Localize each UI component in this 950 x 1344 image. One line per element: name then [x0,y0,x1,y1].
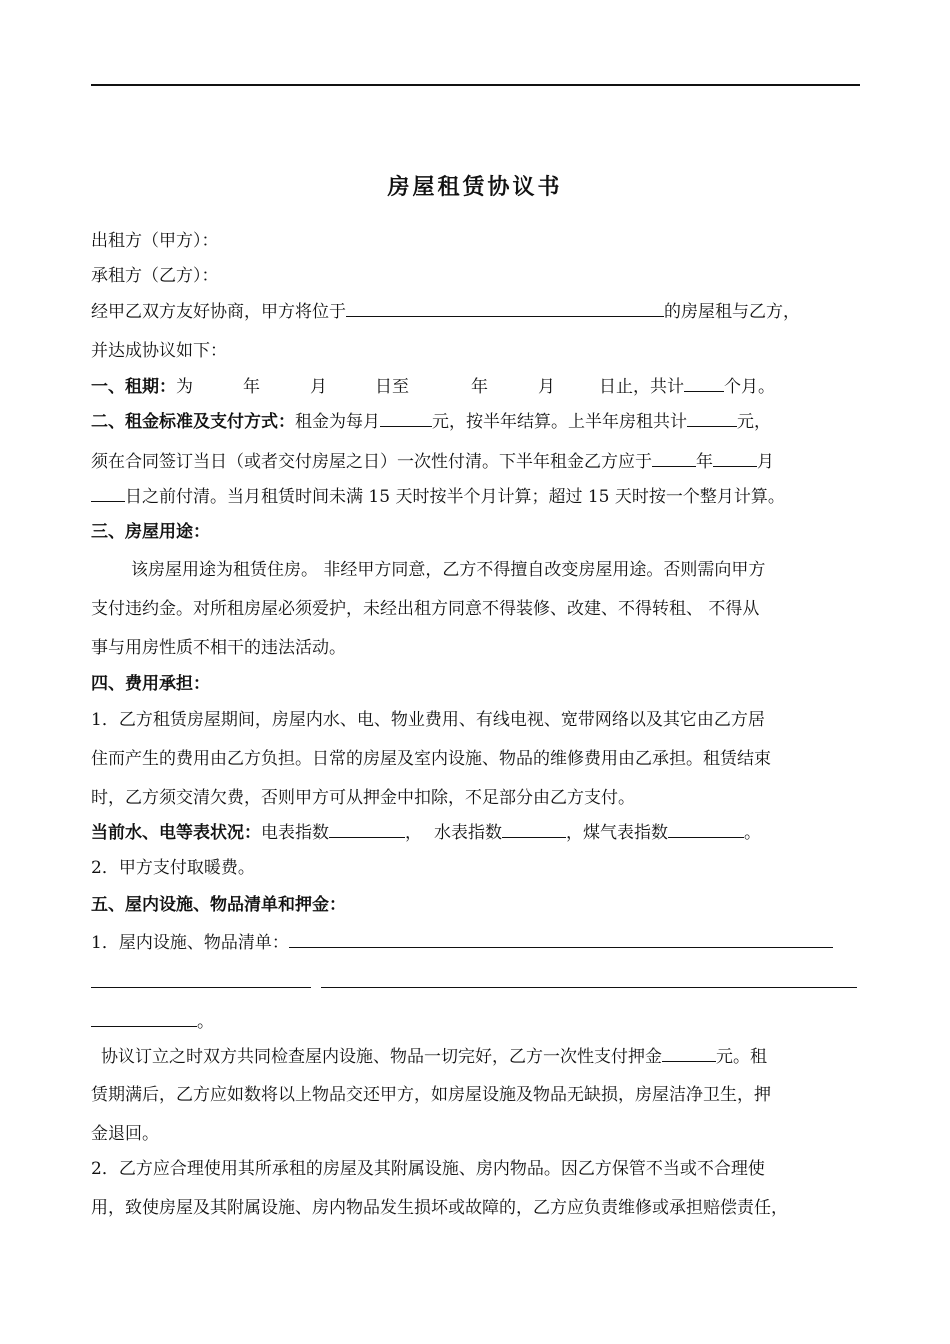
deposit-line: 金退回。 [91,1124,159,1144]
fees-item: 1．乙方租赁房屋期间，房屋内水、电、物业费用、有线电视、宽带网络以及其它由乙方居 [91,710,765,730]
intro-text: 经甲乙双方友好协商，甲方将位于 [91,302,346,322]
section-heading: 四、费用承担： [91,674,210,694]
meter-status-line: 当前水、电等表状况：电表指数 ， 水表指数 ，煤气表指数 。 [91,820,861,845]
section-heading: 三、房屋用途： [91,522,210,542]
electric-meter-blank[interactable] [329,820,405,838]
section-heading: 五、屋内设施、物品清单和押金： [91,895,346,915]
inventory-line [91,930,861,955]
fees-item: 2．甲方支付取暖费。 [91,858,255,878]
usage-paragraph: 支付违约金。对所租房屋必须爱护，未经出租方同意不得装修、改建、不得转租、 不得从 [91,599,760,619]
intro-line [91,299,861,324]
usage-paragraph: 该房屋用途为租赁住房。 非经甲方同意，乙方不得擅自改变房屋用途。否则需向甲方 [131,560,766,580]
meter-text: 。 [744,823,761,843]
lessor-line: 出租方（甲方）： [91,231,219,251]
inventory-line-3 [91,1009,861,1034]
meter-text: 电表指数 [261,823,329,843]
rent-line-3 [91,484,861,509]
term-text: 月 [538,377,555,397]
term-text: 月 [310,377,327,397]
meter-heading: 当前水、电等表状况： [91,823,261,843]
intro-line-2: 并达成协议如下： [91,341,227,361]
fees-item: 住而产生的费用由乙方负担。日常的房屋及室内设施、物品的维修费用由乙承担。租赁结束 [91,749,771,769]
usage-paragraph: 事与用房性质不相干的违法活动。 [91,638,346,658]
fees-item: 时，乙方须交清欠费，否则甲方可从押金中扣除，不足部分由乙方支付。 [91,788,635,808]
header-rule [91,84,860,86]
term-text: 个月。 [724,377,775,397]
rent-text: 元， [737,412,771,432]
inventory-blank[interactable] [289,930,833,948]
rent-line-2 [91,449,861,474]
deposit-line [101,1044,861,1069]
deposit-text: 协议订立之时双方共同检查屋内设施、物品一切完好，乙方一次性支付押金 [101,1047,662,1067]
rent-text: 年 [696,452,713,472]
inventory-line-2 [91,970,861,995]
gas-meter-blank[interactable] [668,820,744,838]
intro-text-2: 的房屋租与乙方， [664,302,800,322]
inventory-blank[interactable] [321,970,857,988]
day-blank[interactable] [91,484,125,502]
inventory-end: 。 [197,1012,214,1032]
term-text: 日至 [375,377,409,397]
document-title: 房屋租赁协议书 [387,174,563,200]
lessee-line: 承租方（乙方）： [91,266,219,286]
term-text: 日止，共计 [599,377,684,397]
rent-text: 日之前付清。当月租赁时间未满 15 天时按半个月计算；超过 15 天时按一个整月计算。 [125,487,785,507]
section-term [91,374,861,399]
term-text: 为 [176,377,193,397]
year-blank[interactable] [652,449,696,467]
meter-text: 水表指数 [434,823,502,843]
address-blank[interactable] [346,299,664,317]
section-heading: 一、租期： [91,377,176,397]
rent-text: 元，按半年结算。上半年房租共计 [432,412,687,432]
term-text: 年 [471,377,488,397]
care-item: 用，致使房屋及其附属设施、房内物品发生损坏或故障的，乙方应负责维修或承担赔偿责任， [91,1198,788,1218]
term-text: 年 [243,377,260,397]
rent-text: 须在合同签订当日（或者交付房屋之日）一次性付清。下半年租金乙方应于 [91,452,652,472]
deposit-line: 赁期满后，乙方应如数将以上物品交还甲方，如房屋设施及物品无缺损，房屋洁净卫生，押 [91,1085,771,1105]
meter-text: ，煤气表指数 [566,823,668,843]
section-rent [91,409,861,434]
inventory-blank[interactable] [91,1009,197,1027]
rent-text: 租金为每月 [295,412,380,432]
section-heading: 二、租金标准及支付方式： [91,412,295,432]
months-blank[interactable] [684,374,724,392]
rent-text: 月 [757,452,774,472]
water-meter-blank[interactable] [502,820,566,838]
monthly-rent-blank[interactable] [380,409,432,427]
inventory-label: 1．屋内设施、物品清单： [91,933,289,953]
care-item: 2．乙方应合理使用其所承租的房屋及其附属设施、房内物品。因乙方保管不当或不合理使 [91,1159,765,1179]
deposit-blank[interactable] [662,1044,716,1062]
month-blank[interactable] [713,449,757,467]
inventory-blank[interactable] [91,970,311,988]
deposit-text: 元。租 [716,1047,767,1067]
half-year-rent-blank[interactable] [687,409,737,427]
